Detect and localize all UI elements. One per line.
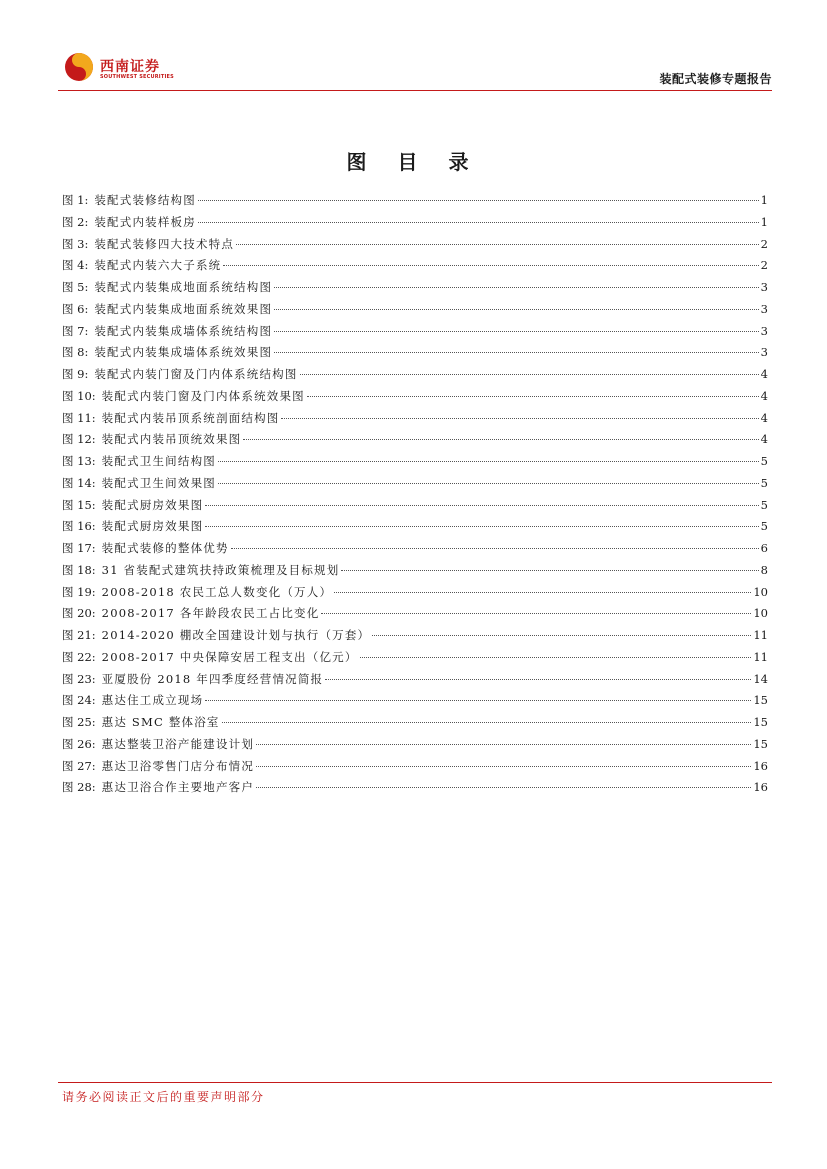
figure-title: 装配式内装门窗及门内体系统结构图: [94, 367, 298, 381]
dot-leader: [198, 200, 759, 201]
figure-number: 图 5:: [62, 280, 89, 294]
figure-number: 图 9:: [62, 367, 89, 381]
dot-leader: [205, 505, 758, 506]
dot-leader: [256, 744, 751, 745]
figure-number: 图 25:: [62, 715, 96, 729]
toc-entry[interactable]: [62, 344, 768, 366]
toc-entry[interactable]: [62, 301, 768, 323]
figure-title: 装配式内装门窗及门内体系统效果图: [101, 388, 305, 403]
figure-title: 2008-2017 中央保障安居工程支出（亿元）: [101, 649, 358, 664]
figure-number: 图 15:: [62, 497, 96, 512]
toc-entry[interactable]: [62, 431, 768, 453]
dot-leader: [218, 483, 759, 484]
logo-chinese-name: 西南证券: [100, 59, 160, 75]
figure-number: 图 1:: [62, 193, 89, 207]
report-title: 装配式装修专题报告: [659, 72, 772, 86]
toc-entry[interactable]: [62, 736, 768, 758]
toc-entry[interactable]: [62, 475, 768, 497]
dot-leader: [256, 787, 751, 788]
toc-entry[interactable]: [62, 279, 768, 301]
figure-title: 装配式内装吊顶统效果图: [101, 432, 242, 447]
dot-leader: [341, 570, 758, 571]
figure-title: 装配式厨房效果图: [101, 519, 204, 534]
dot-leader: [325, 679, 751, 680]
footer-disclaimer: 请务必阅读正文后的重要声明部分: [62, 1090, 265, 1104]
figure-title: 2008-2018 农民工总人数变化（万人）: [101, 584, 333, 599]
figure-title: 装配式内装样板房: [94, 214, 196, 229]
page-number: 14: [753, 671, 768, 686]
page-number: 3: [760, 345, 768, 360]
figure-title: 亚厦股份 2018 年四季度经营情况简报: [101, 671, 324, 686]
toc-entry[interactable]: [62, 388, 768, 410]
figure-title: 装配式内装集成墙体系统效果图: [94, 345, 273, 360]
figure-number: 图 19:: [62, 584, 96, 599]
page-number: 5: [760, 454, 768, 468]
page-number: 5: [760, 497, 768, 512]
page-number: 15: [753, 736, 768, 751]
figure-number: 图 3:: [62, 236, 89, 251]
page-number: 2: [760, 236, 768, 251]
figure-number: 图 28:: [62, 780, 96, 795]
page-number: 3: [760, 301, 768, 316]
page-header: [58, 48, 772, 92]
dot-leader: [321, 613, 751, 614]
page-number: 4: [760, 388, 768, 403]
figure-title: 2014-2020 棚改全国建设计划与执行（万套）: [101, 628, 371, 642]
dot-leader: [274, 309, 759, 310]
page-number: 10: [753, 606, 768, 621]
dot-leader: [274, 352, 759, 353]
figure-title: 装配式内装吊顶系统剖面结构图: [101, 410, 280, 425]
page-number: 11: [753, 628, 768, 642]
figure-title: 装配式厨房效果图: [101, 497, 204, 512]
figure-title: 装配式内装集成地面系统效果图: [94, 301, 273, 316]
page-number: 1: [760, 193, 768, 207]
toc-entry[interactable]: [62, 671, 768, 693]
toc-entry[interactable]: [62, 779, 768, 801]
page-number: 3: [760, 280, 768, 294]
dot-leader: [300, 374, 759, 375]
figure-number: 图 7:: [62, 323, 89, 338]
dot-leader: [218, 461, 759, 462]
page-number: 8: [760, 562, 768, 577]
dot-leader: [274, 331, 759, 332]
figure-title: 装配式装修四大技术特点: [94, 236, 235, 251]
figure-number: 图 18:: [62, 562, 96, 577]
dot-leader: [231, 548, 759, 549]
page-number: 5: [760, 475, 768, 490]
figure-number: 图 24:: [62, 693, 96, 708]
dot-leader: [223, 265, 758, 266]
figure-title: 惠达 SMC 整体浴室: [101, 715, 220, 729]
company-logo: [64, 50, 184, 86]
dot-leader: [334, 592, 751, 593]
toc-entry[interactable]: [62, 236, 768, 258]
company-logo-icon: [64, 52, 94, 82]
toc-entry[interactable]: [62, 605, 768, 627]
page-number: 2: [760, 258, 768, 273]
figure-title: 惠达整装卫浴产能建设计划: [101, 736, 255, 751]
figure-number: 图 22:: [62, 649, 96, 664]
figure-title: 装配式装修的整体优势: [101, 541, 229, 555]
dot-leader: [205, 526, 758, 527]
figure-number: 图 26:: [62, 736, 96, 751]
figure-title: 装配式内装集成墙体系统结构图: [94, 323, 273, 338]
page-number: 11: [753, 649, 768, 664]
dot-leader: [198, 222, 759, 223]
figure-number: 图 4:: [62, 258, 89, 273]
toc-entry[interactable]: [62, 649, 768, 671]
toc-entry[interactable]: [62, 214, 768, 236]
toc-entry[interactable]: [62, 323, 768, 345]
toc-entry[interactable]: [62, 714, 768, 736]
page-number: 3: [760, 323, 768, 338]
figure-number: 图 6:: [62, 301, 89, 316]
dot-leader: [281, 418, 758, 419]
page-number: 15: [753, 693, 768, 708]
dot-leader: [372, 635, 751, 636]
page-number: 4: [760, 410, 768, 425]
figure-number: 图 17:: [62, 541, 96, 555]
dot-leader: [274, 287, 759, 288]
figure-number: 图 13:: [62, 454, 96, 468]
page-heading: 图 目 录: [346, 150, 481, 174]
toc-entry[interactable]: [62, 257, 768, 279]
toc-entry[interactable]: [62, 518, 768, 540]
toc-entry[interactable]: [62, 692, 768, 714]
dot-leader: [307, 396, 759, 397]
toc-entry[interactable]: [62, 540, 768, 562]
figure-table-of-contents: [62, 192, 768, 801]
dot-leader: [205, 700, 751, 701]
figure-title: 装配式装修结构图: [94, 193, 196, 207]
toc-entry[interactable]: [62, 627, 768, 649]
toc-entry[interactable]: [62, 453, 768, 475]
figure-title: 惠达卫浴合作主要地产客户: [101, 780, 255, 795]
figure-number: 图 23:: [62, 671, 96, 686]
figure-title: 装配式卫生间效果图: [101, 475, 216, 490]
toc-entry[interactable]: [62, 584, 768, 606]
dot-leader: [222, 722, 752, 723]
figure-number: 图 11:: [62, 410, 96, 425]
figure-title: 2008-2017 各年龄段农民工占比变化: [101, 606, 320, 621]
figure-number: 图 10:: [62, 388, 96, 403]
page-number: 1: [760, 214, 768, 229]
page-number: 16: [753, 780, 768, 795]
page-number: 5: [760, 519, 768, 534]
figure-title: 惠达卫浴零售门店分布情况: [101, 758, 255, 773]
figure-number: 图 21:: [62, 628, 96, 642]
figure-number: 图 20:: [62, 606, 96, 621]
toc-entry[interactable]: [62, 192, 768, 214]
header-divider: [58, 90, 772, 91]
page-number: 4: [760, 367, 768, 381]
figure-title: 31 省装配式建筑扶持政策梳理及目标规划: [101, 562, 340, 577]
footer-divider: [58, 1082, 772, 1083]
figure-number: 图 14:: [62, 475, 96, 490]
figure-title: 装配式卫生间结构图: [101, 454, 216, 468]
toc-entry[interactable]: [62, 410, 768, 432]
figure-number: 图 2:: [62, 214, 89, 229]
figure-number: 图 12:: [62, 432, 96, 447]
toc-entry[interactable]: [62, 366, 768, 388]
dot-leader: [256, 766, 751, 767]
figure-title: 惠达住工成立现场: [101, 693, 204, 708]
toc-entry[interactable]: [62, 758, 768, 780]
figure-title: 装配式内装六大子系统: [94, 258, 222, 273]
page-number: 15: [753, 715, 768, 729]
page-number: 6: [760, 541, 768, 555]
figure-title: 装配式内装集成地面系统结构图: [94, 280, 273, 294]
dot-leader: [243, 439, 758, 440]
page-number: 16: [753, 758, 768, 773]
page-number: 10: [753, 584, 768, 599]
dot-leader: [360, 657, 752, 658]
dot-leader: [236, 244, 759, 245]
page-number: 4: [760, 432, 768, 447]
figure-number: 图 27:: [62, 758, 96, 773]
logo-english-name: SOUTHWEST SECURITIES: [100, 74, 174, 80]
toc-entry[interactable]: [62, 562, 768, 584]
toc-entry[interactable]: [62, 497, 768, 519]
figure-number: 图 8:: [62, 345, 89, 360]
figure-number: 图 16:: [62, 519, 96, 534]
